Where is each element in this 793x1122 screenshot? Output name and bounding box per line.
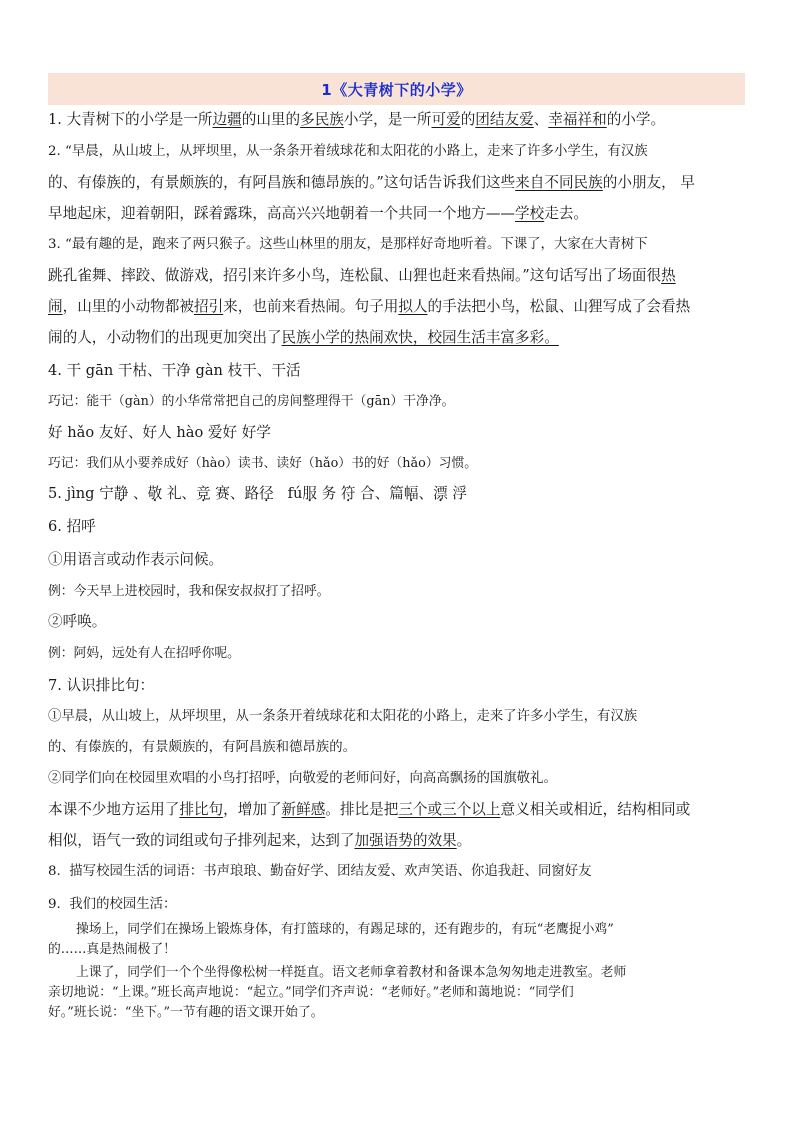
section-3-line-2: 跳孔雀舞、摔跤、做游戏，招引来许多小鸟，连松鼠、山狸也赶来看热闹。”这句话写出了场面很热 bbox=[48, 267, 676, 284]
underlined-term: 团结友爱 bbox=[475, 111, 534, 128]
emphasis-dot-char: 幅 bbox=[403, 485, 419, 502]
section-7-heading: 7. 认识排比句： bbox=[48, 677, 155, 694]
emphasis-dot-char: 静 bbox=[113, 485, 129, 502]
section-7-note-line-2: 相似，语气一致的词组或句子排列起来，达到了加强语势的效果。 bbox=[48, 832, 472, 849]
section-3-line-1: 3. “最有趣的是，跑来了两只猴子。这些山林里的朋友，是那样好奇地听着。下课了，大家在大青树下 bbox=[48, 237, 648, 252]
emphasis-dot-char: 符 bbox=[340, 485, 356, 502]
section-2-line-1: 2. “早晨，从山坡上，从坪坝里，从一条条开着绒球花和太阳花的小路上，走来了许多小学生，有汉族 bbox=[48, 144, 648, 159]
underlined-term: 新鲜感 bbox=[281, 801, 326, 818]
section-4-mnemonic-2: 巧记：我们从小要养成好（hào）读书、读好（hǎo）书的好（hǎo）习惯。 bbox=[48, 456, 478, 471]
section-3-line-3: 闹，山里的小动物都被招引来，也前来看热闹。句子用拟人的手法把小鸟，松鼠、山狸写成了会看热 bbox=[48, 298, 691, 315]
emphasis-dot-char: 服 bbox=[302, 485, 317, 502]
section-7-example-1-line-2: 的、有傣族的，有景颇族的，有阿昌族和德昂族的。 bbox=[48, 740, 356, 755]
section-7-note-line-1: 本课不少地方运用了排比句，增加了新鲜感。排比是把三个或三个以上意义相关或相近，结构相同或 bbox=[48, 801, 691, 818]
underlined-term: 边疆 bbox=[212, 111, 242, 128]
underlined-term: 来自不同民族 bbox=[515, 174, 603, 191]
emphasis-dot-char: 漂 bbox=[433, 485, 448, 502]
section-4-line-3: 好 hǎo 友好、好人 hào 爱好 好学 bbox=[48, 424, 271, 441]
section-8: 8. 描写校园生活的词语：书声琅琅、勤奋好学、团结友爱、欢声笑语、你追我赶、同窗好友 bbox=[48, 864, 592, 879]
emphasis-dot-char: 竞 bbox=[196, 485, 211, 502]
underlined-term: 闹 bbox=[48, 298, 63, 315]
underlined-term: 三个或三个以上 bbox=[398, 801, 501, 818]
section-7-example-2: ②同学们向在校园里欢唱的小鸟打招呼，向敬爱的老师问好，向高高飘扬的国旗敬礼。 bbox=[48, 771, 557, 786]
underlined-term: 加强语势的效果 bbox=[354, 832, 457, 849]
section-9-paragraph-2-line-1: 上课了，同学们一个个坐得像松树一样挺直。语文老师拿着教材和备课本急匆匆地走进教室。老师 bbox=[76, 965, 627, 980]
section-5: 5. jìng 宁静 、敬 礼、竞 赛、路径 fú服 务 符 合、篇幅、漂 浮 bbox=[48, 485, 467, 502]
underlined-term: 拟人 bbox=[398, 298, 428, 315]
section-9-paragraph-2-line-3: 好。”班长说：“坐下。”一节有趣的语文课开始了。 bbox=[48, 1005, 324, 1020]
lesson-title-bar bbox=[48, 73, 745, 105]
section-4-line-1: 4. 干 gān 干枯、干净 gàn 枝干、干活 bbox=[48, 362, 301, 379]
section-9-heading: 9. 我们的校园生活： bbox=[48, 897, 177, 912]
underlined-term: 招引 bbox=[193, 298, 224, 315]
section-2-line-3: 早地起床，迎着朝阳，踩着露珠，高高兴兴地朝着一个共同一个地方——学校走去。 bbox=[48, 205, 589, 222]
section-2-line-2: 的、有傣族的，有景颇族的，有阿昌族和德昂族的。”这句话告诉我们这些来自不同民族的小朋友， 早 bbox=[48, 174, 695, 191]
section-4-mnemonic-1: 巧记：能干（gàn）的小华常常把自己的房间整理得干（gān）干净净。 bbox=[48, 394, 455, 409]
section-9-paragraph-1-line-2: 的……真是热闹极了！ bbox=[48, 942, 176, 957]
section-6-example-2: 例：阿妈，远处有人在招呼你呢。 bbox=[48, 646, 240, 661]
section-3-line-4: 闹的人，小动物们的出现更加突出了民族小学的热闹欢快，校园生活丰富多彩。 bbox=[48, 329, 559, 346]
emphasis-dot-char: 敬 bbox=[147, 485, 163, 502]
underlined-term: 学校 bbox=[515, 205, 545, 222]
underlined-term: 排比句 bbox=[179, 801, 224, 818]
underlined-term: 幸福祥和 bbox=[548, 111, 607, 128]
section-9-paragraph-2-line-2: 亲切地说：“上课。”班长高声地说：“起立。”同学们齐声说：“老师好。”老师和蔼地说：“同学们 bbox=[48, 985, 574, 1000]
lesson-title: 1《大青树下的小学》 bbox=[321, 80, 472, 99]
section-1: 1. 大青树下的小学是一所边疆的山里的多民族小学，是一所可爱的团结友爱、幸福祥和的小学。 bbox=[48, 111, 666, 128]
section-9-paragraph-1-line-1: 操场上，同学们在操场上锻炼身体，有打篮球的，有踢足球的，还有跑步的，有玩“老鹰捉小鸡” bbox=[76, 922, 614, 937]
section-6-heading: 6. 招呼 bbox=[48, 518, 96, 535]
underlined-term: 多民族 bbox=[300, 111, 344, 128]
section-7-example-1-line-1: ①早晨，从山坡上，从坪坝里，从一条条开着绒球花和太阳花的小路上，走来了许多小学生，有汉族 bbox=[48, 709, 638, 724]
emphasis-dot-char: 径 bbox=[259, 485, 274, 502]
section-6-definition-2: ②呼唤。 bbox=[48, 613, 107, 630]
underlined-term: 可爱 bbox=[431, 111, 461, 128]
underlined-term: 热 bbox=[661, 267, 676, 284]
underlined-term: 民族小学的热闹欢快，校园生活丰富多彩。 bbox=[281, 329, 559, 346]
section-6-definition-1: ①用语言或动作表示问候。 bbox=[48, 551, 224, 568]
section-6-example-1: 例：今天早上进校园时，我和保安叔叔打了招呼。 bbox=[48, 584, 330, 599]
